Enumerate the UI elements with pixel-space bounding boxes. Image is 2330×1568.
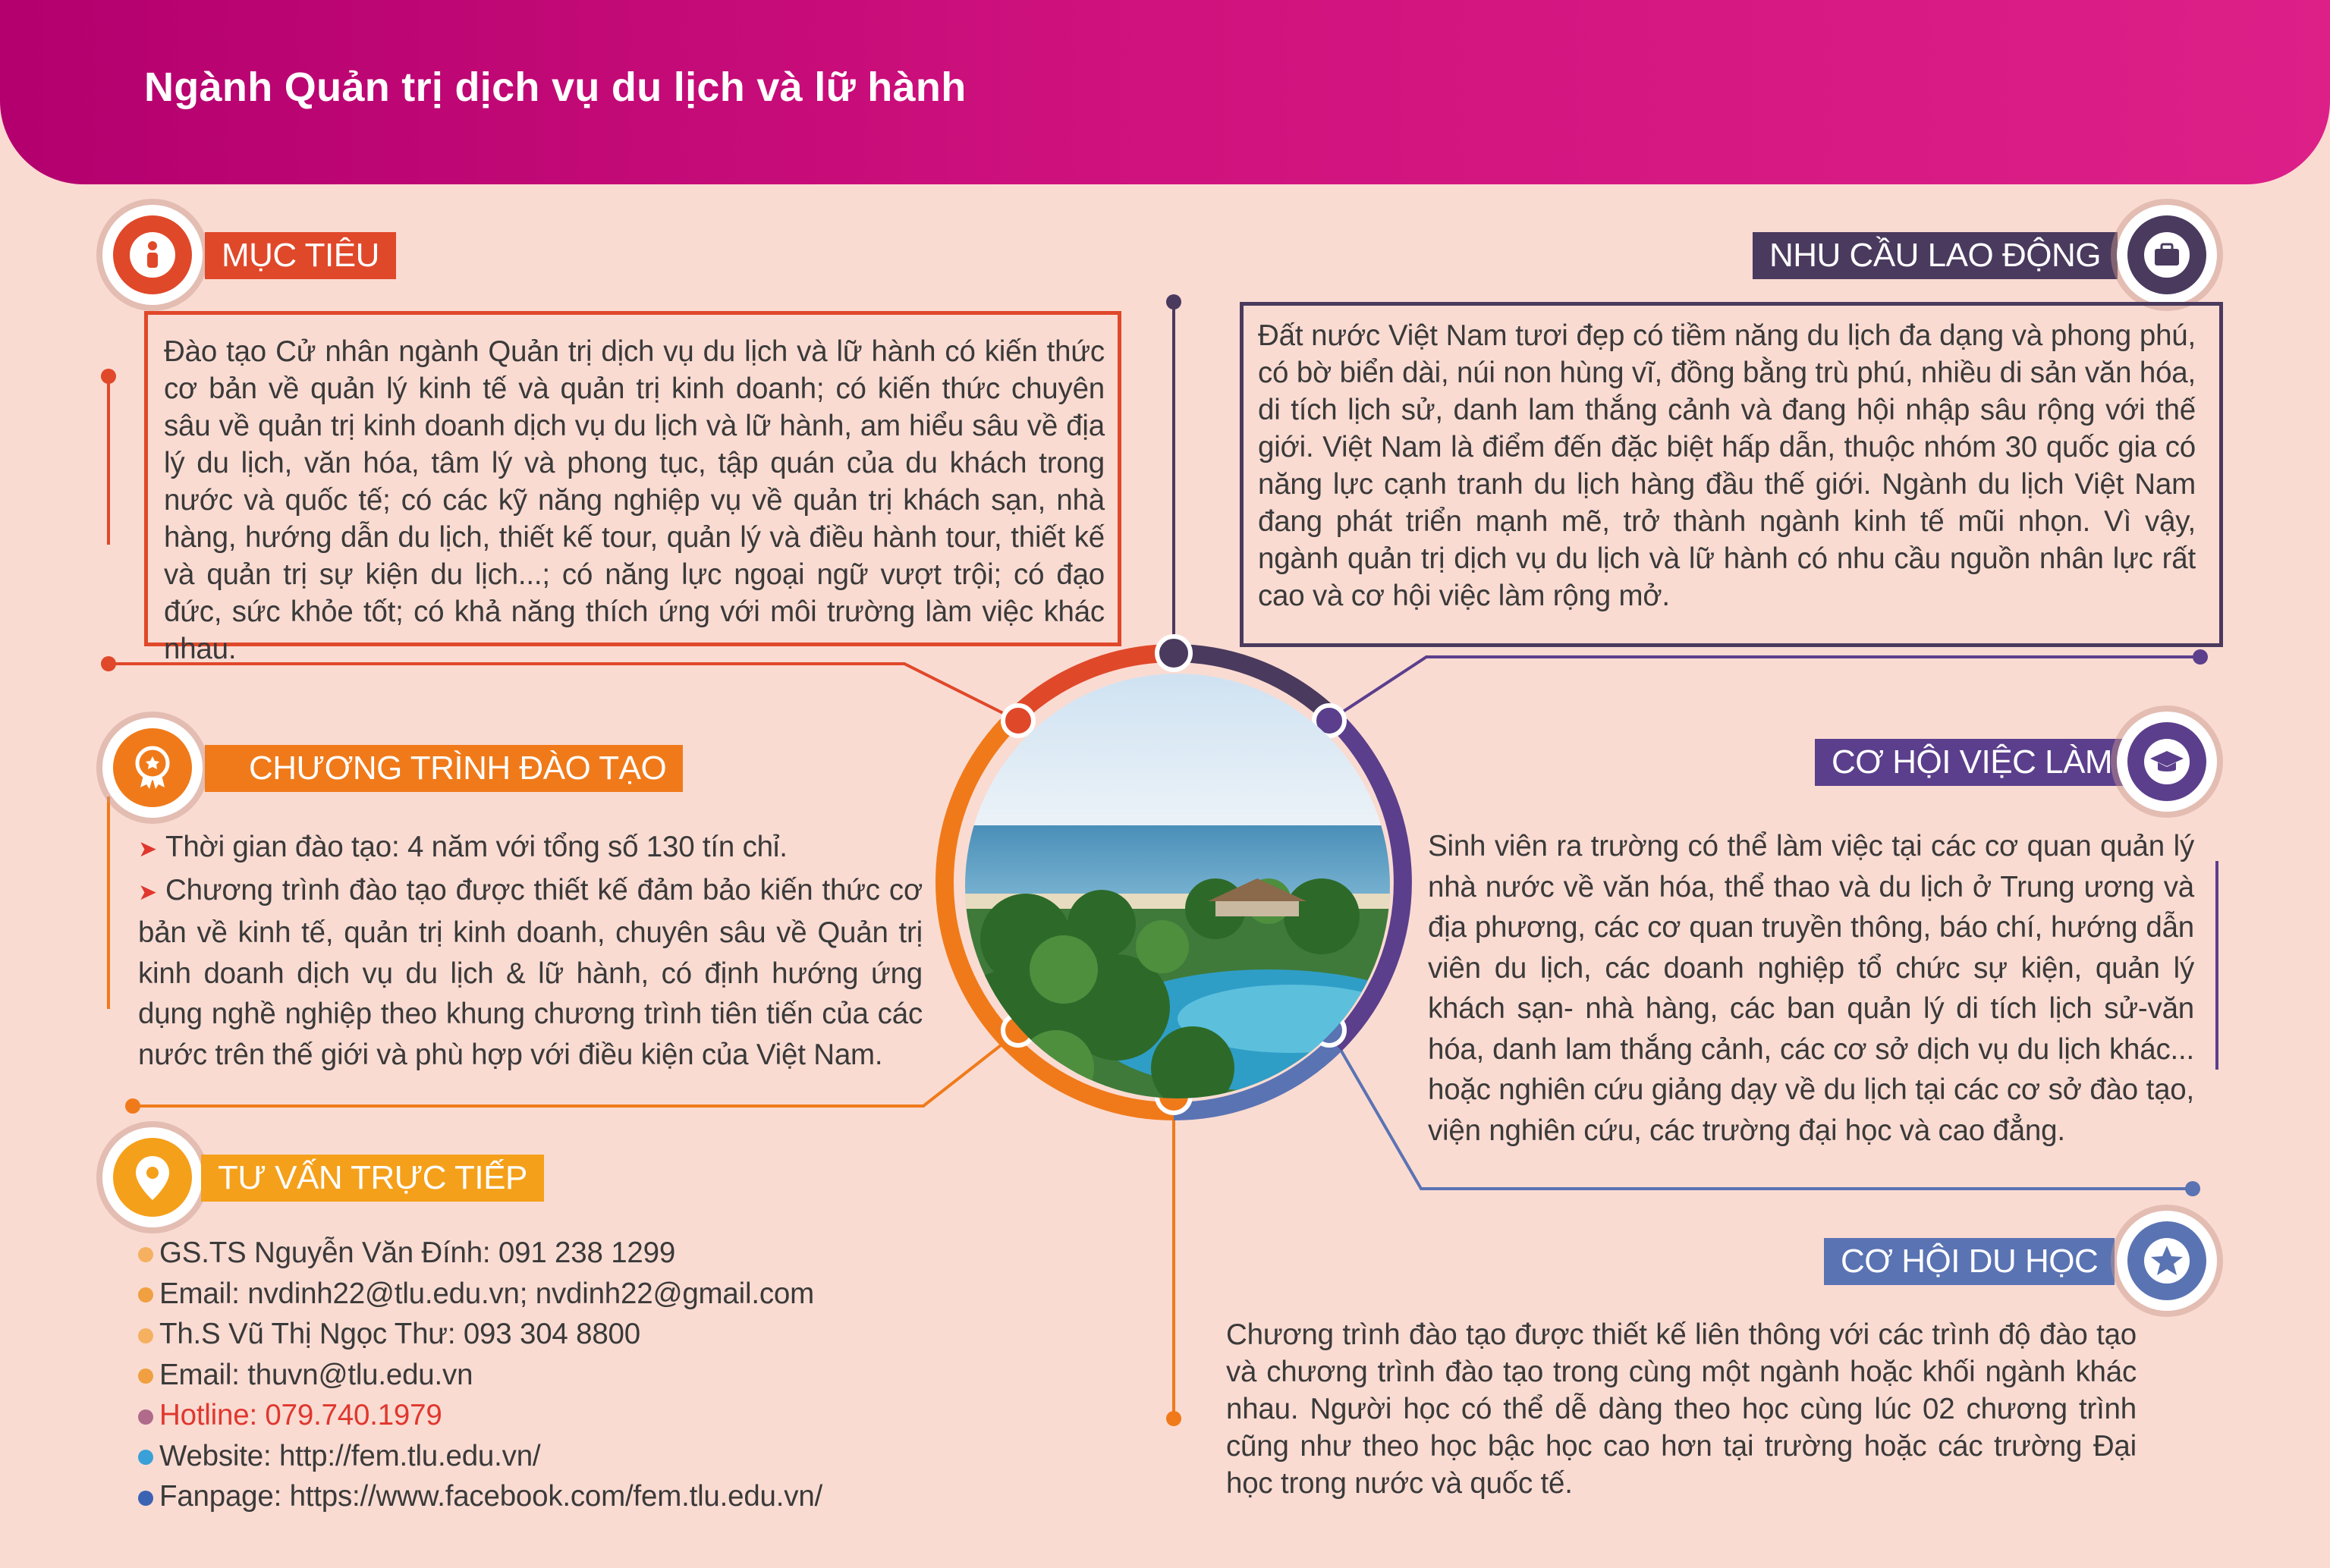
phone-icon <box>138 1247 153 1262</box>
contact-hotline[interactable]: Hotline: 079.740.1979 <box>138 1395 973 1436</box>
nhu-cau-badge <box>2117 205 2217 305</box>
muc-tieu-text: Đào tạo Cử nhân ngành Quản trị dịch vụ du lịch và lữ hành có kiến thức cơ bản về quản lý kinh tế và quản trị kinh doanh; có kiến thức chuyên sâu về quản trị kinh doanh dịch vụ du lịch và lữ hành, am hiểu sâu về địa lý du lịch, văn hóa, tâm lý và phong tục, tập quán của du khách trong nước và quốc tế; có các kỹ năng nghiệp vụ về quản trị khách sạn, nhà hàng, hướng dẫn du lịch, thiết kế tour, quản lý và điều hành tour, thiết kế và quản trị sự kiện du lịch...; có năng lực ngoại ngữ vượt trội; có đạo đức, sức khỏe tốt; có khả năng thích ứng với môi trường làm việc khác nhau. <box>164 335 1105 665</box>
tu-van-contacts <box>138 1233 973 1517</box>
list-item: ➤ Chương trình đào tạo được thiết kế đảm bảo kiến thức cơ bản về kinh tế, quản trị kinh doanh, chuyên sâu về Quản trị kinh doanh dịch vụ du lịch & lữ hành, có định hướng ứng dụng nghề nghiệp theo khung chương trình tiên tiến của các nước trên thế giới và phù hợp với điều kiện của Việt Nam. <box>138 873 923 1071</box>
viec-lam-text: Sinh viên ra trường có thể làm việc tại các cơ quan quản lý nhà nước về văn hóa, thể thao và du lịch ở Trung ương và địa phương, các cơ quan truyền thông, báo chí, hướng dẫn viên du lịch, các doanh nghiệp tổ chức sự kiện, quản lý khách sạn- nhà hàng, các ban quản lý di tích lịch sử-văn hóa, danh lam thắng cảnh, các cơ sở dịch vụ du lịch khác... hoặc nghiên cứu giảng dạy về du lịch tại các cơ sở đào tạo, viện nghiên cứu, các trường đại học và cao đẳng. <box>1428 830 2194 1147</box>
email-icon <box>138 1368 153 1384</box>
facebook-icon <box>138 1491 153 1506</box>
du-hoc-text: Chương trình đào tạo được thiết kế liên thông với các trình độ đào tạo và chương trình đào tạo trong cùng một ngành hoặc khối ngành khác nhau. Người học có thể dễ dàng theo học cùng lúc 02 chương trình cũng như theo học bậc học cao hơn tại trường hoặc các trường Đại học trong nước và quốc tế. <box>1226 1318 2137 1500</box>
arrow-icon: ➤ <box>138 879 157 905</box>
graduation-cap-icon <box>2135 730 2199 793</box>
nhu-cau-label: NHU CẦU LAO ĐỘNG <box>1753 232 2118 279</box>
contact-email-1[interactable]: Email: nvdinh22@tlu.edu.vn; nvdinh22@gmail.com <box>138 1274 973 1315</box>
beach-resort-photo <box>965 674 1390 1098</box>
arrow-icon: ➤ <box>138 837 157 862</box>
tu-van-label: TƯ VẤN TRỰC TIẾP <box>201 1155 544 1202</box>
contact-fanpage[interactable]: Fanpage: https://www.facebook.com/fem.tlu.edu.vn/ <box>138 1476 973 1517</box>
muc-tieu-badge <box>102 205 203 305</box>
chuong-trinh-list <box>138 827 923 1075</box>
contact-email-2[interactable]: Email: thuvn@tlu.edu.vn <box>138 1355 973 1396</box>
muc-tieu-label: MỤC TIÊU <box>205 232 396 279</box>
contact-website[interactable]: Website: http://fem.tlu.edu.vn/ <box>138 1436 973 1477</box>
contact-phone-2[interactable]: Th.S Vũ Thị Ngọc Thư: 093 304 8800 <box>138 1314 973 1355</box>
contact-phone-1[interactable]: GS.TS Nguyễn Văn Đính: 091 238 1299 <box>138 1233 973 1274</box>
award-ribbon-icon <box>121 736 184 800</box>
chuong-trinh-label: CHƯƠNG TRÌNH ĐÀO TẠO <box>205 745 683 792</box>
star-icon <box>2135 1229 2199 1293</box>
page-title: Ngành Quản trị dịch vụ du lịch và lữ hành <box>144 64 967 110</box>
du-hoc-label: CƠ HỘI DU HỌC <box>1824 1238 2115 1285</box>
email-icon <box>138 1287 153 1302</box>
phone-icon <box>138 1328 153 1343</box>
briefcase-icon <box>2135 223 2199 287</box>
viec-lam-label: CƠ HỘI VIỆC LÀM <box>1815 739 2129 786</box>
chuong-trinh-badge <box>102 718 203 818</box>
tu-van-badge <box>102 1127 203 1227</box>
list-item: ➤ Thời gian đào tạo: 4 năm với tổng số 130 tín chỉ. <box>138 827 923 870</box>
du-hoc-badge <box>2117 1211 2217 1311</box>
person-icon <box>121 223 184 287</box>
nhu-cau-text: Đất nước Việt Nam tươi đẹp có tiềm năng du lịch đa dạng và phong phú, có bờ biển dài, núi non hùng vĩ, đồng bằng trù phú, nhiều di sản văn hóa, di tích lịch sử, danh lam thắng cảnh và đang hội nhập sâu rộng với thế giới. Việt Nam là điểm đến đặc biệt hấp dẫn, thuộc nhóm 30 quốc gia có năng lực cạnh tranh du lịch hàng đầu thế giới. Ngành du lịch Việt Nam đang phát triển mạnh mẽ, trở thành ngành kinh tế mũi nhọn. Vì vậy, ngành quản trị dịch vụ du lịch và lữ hành có nhu cầu nguồn nhân lực rất cao và cơ hội việc làm rộng mở. <box>1258 319 2196 612</box>
globe-icon <box>138 1450 153 1465</box>
viec-lam-badge <box>2117 712 2217 812</box>
hotline-icon <box>138 1409 153 1425</box>
location-pin-icon <box>121 1145 184 1209</box>
